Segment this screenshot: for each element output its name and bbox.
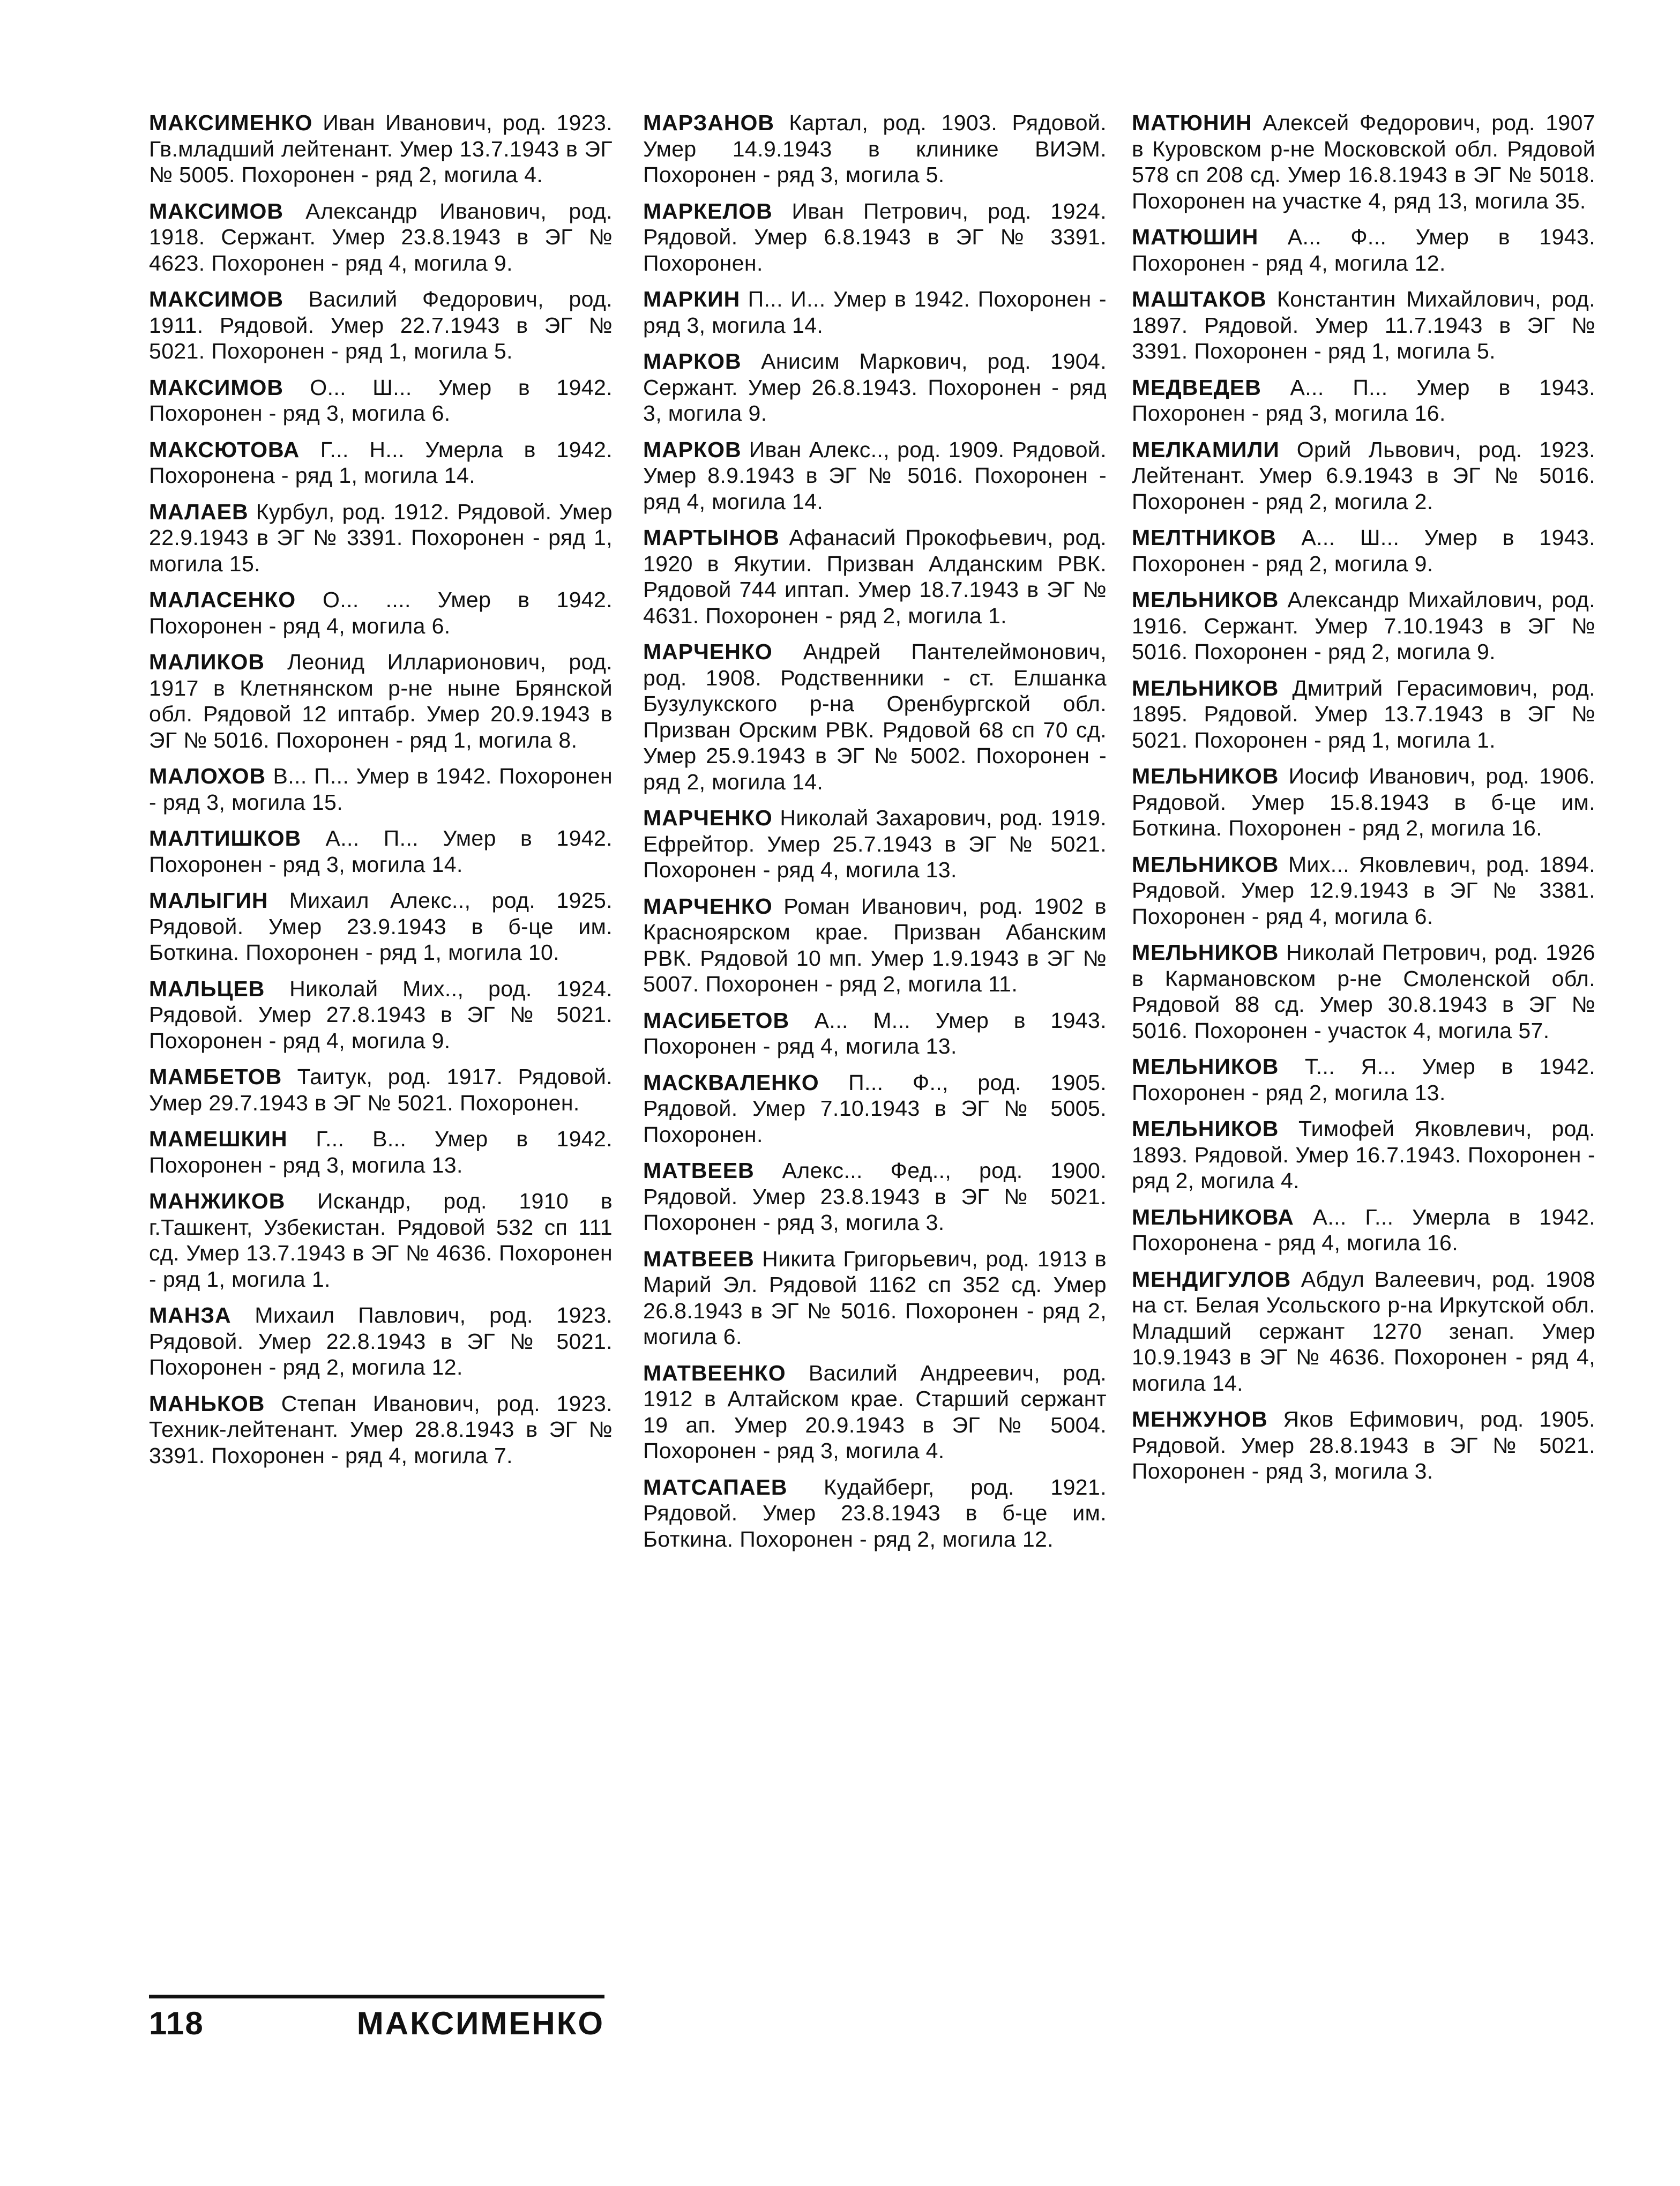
- entry-surname: МЕЛЬНИКОВ: [1132, 1116, 1279, 1141]
- entry-surname: МАСИБЕТОВ: [643, 1008, 790, 1033]
- entry-surname: МАРЧЕНКО: [643, 893, 773, 919]
- entry-details: Василий Андреевич, род. 1912 в Алтайском крае. Старший сержант 19 ап. Умер 20.9.1943 в ЭГ № 5004. Похоронен - ряд 3, могила 4.: [643, 1360, 1107, 1463]
- entry-surname: МЕЛЬНИКОВ: [1132, 1054, 1279, 1079]
- entry-surname: МАМЕШКИН: [149, 1126, 288, 1151]
- entry: [643, 198, 1107, 277]
- column-3: [1132, 110, 1595, 1495]
- entry-surname: МАРЧЕНКО: [643, 805, 773, 830]
- entry: [643, 639, 1107, 795]
- entry: [149, 976, 613, 1054]
- entry-surname: МАКСИМОВ: [149, 198, 283, 223]
- entry-details: Искандр, род. 1910 в г.Ташкент, Узбекистан. Рядовой 532 сп 111 сд. Умер 13.7.1943 в ЭГ № 4636. Похоронен - ряд 1, могила 1.: [149, 1189, 613, 1292]
- entry-surname: МАТВЕЕНКО: [643, 1360, 786, 1385]
- entry-details: Алексей Федорович, род. 1907 в Куровском р-не Московской обл. Рядовой 578 сп 208 сд. Умер 16.8.1943 в ЭГ № 5018. Похоронен на участке 4, ряд 13, могила 35.: [1132, 110, 1595, 213]
- entry: [1132, 1054, 1595, 1106]
- column-2: [643, 110, 1107, 1562]
- entry-surname: МАКСИМЕНКО: [149, 110, 313, 135]
- entry-surname: МЕЛЬНИКОВ: [1132, 675, 1279, 700]
- entry-surname: МАТЮНИН: [1132, 110, 1252, 135]
- entry-details: А... П... Умер в 1942. Похоронен - ряд 3, могила 14.: [149, 826, 613, 877]
- entry-surname: МАРЧЕНКО: [643, 639, 773, 664]
- entry: [149, 110, 613, 188]
- entry: [643, 805, 1107, 883]
- entry: [149, 499, 613, 577]
- entry-surname: МЕЛЬНИКОВА: [1132, 1204, 1294, 1229]
- entry: [643, 525, 1107, 629]
- entry: [1132, 437, 1595, 515]
- entry-details: Степан Иванович, род. 1923. Техник-лейтенант. Умер 28.8.1943 в ЭГ № 3391. Похоронен - ряд 4, могила 7.: [149, 1391, 613, 1468]
- entry: [1132, 939, 1595, 1043]
- entry-surname: МАСКВАЛЕНКО: [643, 1070, 819, 1095]
- entry: [643, 110, 1107, 188]
- entry-details: Т... Я... Умер в 1942. Похоронен - ряд 2, могила 13.: [1132, 1054, 1595, 1105]
- entry-details: Картал, род. 1903. Рядовой. Умер 14.9.1943 в клинике ВИЭМ. Похоронен - ряд 3, могила 5.: [643, 110, 1107, 187]
- entry: [643, 1158, 1107, 1236]
- entry-details: Николай Петрович, род. 1926 в Кармановском р-не Смоленской обл. Рядовой 88 сд. Умер 30.8.1943 в ЭГ № 5016. Похоронен - участок 4, могила 57.: [1132, 940, 1595, 1043]
- entry: [149, 587, 613, 639]
- entry-details: Мих... Яковлевич, род. 1894. Рядовой. Умер 12.9.1943 в ЭГ № 3381. Похоронен - ряд 4, могила 6.: [1132, 852, 1595, 929]
- entry-surname: МАТВЕЕВ: [643, 1246, 755, 1271]
- entry-surname: МЕЛКАМИЛИ: [1132, 437, 1280, 462]
- entry-surname: МЕДВЕДЕВ: [1132, 375, 1261, 400]
- entry-surname: МЕЛЬНИКОВ: [1132, 587, 1279, 612]
- entry-surname: МАНЖИКОВ: [149, 1189, 286, 1213]
- entry: [1132, 224, 1595, 276]
- entry-surname: МАРТЫНОВ: [643, 525, 780, 550]
- entry-surname: МАЛАЕВ: [149, 499, 249, 524]
- entry-surname: МАКСЮТОВА: [149, 437, 300, 462]
- entry-details: Тимофей Яковлевич, род. 1893. Рядовой. Умер 16.7.1943. Похоронен - ряд 2, могила 4.: [1132, 1116, 1595, 1193]
- entry-details: А... М... Умер в 1943. Похоронен - ряд 4, могила 13.: [643, 1008, 1107, 1058]
- entry-details: А... Г... Умерла в 1942. Похоронена - ряд 4, могила 16.: [1132, 1204, 1595, 1255]
- entry: [643, 286, 1107, 338]
- entry-details: Кудайберг, род. 1921. Рядовой. Умер 23.8.1943 в б-це им. Боткина. Похоронен - ряд 2, могила 12.: [643, 1474, 1107, 1551]
- entry-surname: МАЛЬЦЕВ: [149, 976, 265, 1001]
- entry: [1132, 110, 1595, 214]
- entry-surname: МАРКЕЛОВ: [643, 198, 773, 223]
- entry: [149, 1391, 613, 1469]
- entry-surname: МЕЛЬНИКОВ: [1132, 852, 1279, 877]
- entry: [1132, 852, 1595, 930]
- entry-surname: МЕНДИГУЛОВ: [1132, 1266, 1291, 1292]
- entry-surname: МЕЛТНИКОВ: [1132, 525, 1276, 550]
- entry: [643, 348, 1107, 427]
- entry-details: В... П... Умер в 1942. Похоронен - ряд 3, могила 15.: [149, 764, 613, 815]
- entry: [1132, 587, 1595, 665]
- entry-surname: МАЛАСЕНКО: [149, 587, 296, 612]
- entry-details: А... Ф... Умер в 1943. Похоронен - ряд 4, могила 12.: [1132, 225, 1595, 275]
- entry-details: Абдул Валеевич, род. 1908 на ст. Белая Усольского р-на Иркутской обл. Младший сержант 1270 зенап. Умер 10.9.1943 в ЭГ № 4636. Похоронен - ряд 4, могила 14.: [1132, 1266, 1595, 1396]
- entry-surname: МАРКИН: [643, 287, 741, 311]
- entry-surname: МЕНЖУНОВ: [1132, 1407, 1268, 1431]
- entry-details: Константин Михайлович, род. 1897. Рядовой. Умер 11.7.1943 в ЭГ № 3391. Похоронен - ряд 1, могила 5.: [1132, 287, 1595, 363]
- entry-surname: МАКСИМОВ: [149, 287, 283, 311]
- entry: [149, 1064, 613, 1116]
- running-head: МАКСИМЕНКО: [356, 2005, 604, 2041]
- entry-details: Анисим Маркович, род. 1904. Сержант. Умер 26.8.1943. Похоронен - ряд 3, могила 9.: [643, 349, 1107, 426]
- entry: [1132, 763, 1595, 841]
- entry: [643, 1246, 1107, 1350]
- entry-details: Иван Петрович, род. 1924. Рядовой. Умер 6.8.1943 в ЭГ № 3391. Похоронен.: [643, 198, 1107, 275]
- entry-details: Иван Алекс.., род. 1909. Рядовой. Умер 8.9.1943 в ЭГ № 5016. Похоронен - ряд 4, могила 14.: [643, 437, 1107, 514]
- page-number: 118: [149, 2005, 204, 2041]
- entry-details: Александр Михайлович, род. 1916. Сержант. Умер 7.10.1943 в ЭГ № 5016. Похоронен - ряд 2, могила 9.: [1132, 587, 1595, 664]
- entry-details: Николай Мих.., род. 1924. Рядовой. Умер 27.8.1943 в ЭГ № 5021. Похоронен - ряд 4, могила 9.: [149, 976, 613, 1053]
- entry: [643, 1474, 1107, 1553]
- entry: [149, 887, 613, 966]
- entry-details: Александр Иванович, род. 1918. Сержант. Умер 23.8.1943 в ЭГ № 4623. Похоронен - ряд 4, могила 9.: [149, 198, 613, 275]
- entry: [1132, 525, 1595, 577]
- entry-details: Дмитрий Герасимович, род. 1895. Рядовой. Умер 13.7.1943 в ЭГ № 5021. Похоронен - ряд 1, могила 1.: [1132, 675, 1595, 752]
- entry-details: Иосиф Иванович, род. 1906. Рядовой. Умер 15.8.1943 в б-це им. Боткина. Похоронен - ряд 2, могила 16.: [1132, 764, 1595, 840]
- entry: [1132, 1204, 1595, 1256]
- entry: [1132, 1116, 1595, 1194]
- entry-surname: МАМБЕТОВ: [149, 1064, 282, 1089]
- entry-details: Яков Ефимович, род. 1905. Рядовой. Умер 28.8.1943 в ЭГ № 5021. Похоронен - ряд 3, могила 3.: [1132, 1407, 1595, 1483]
- entry-surname: МАЛЫГИН: [149, 888, 268, 913]
- entry: [149, 649, 613, 753]
- entry: [149, 1188, 613, 1292]
- entry-details: Андрей Пантелеймонович, род. 1908. Родственники - ст. Елшанка Бузулукского р-на Оренбургской обл. Призван Орским РВК. Рядовой 68 сп 70 сд. Умер 25.9.1943 в ЭГ № 5002. Похоронен - ряд 2, могила 14.: [643, 639, 1107, 794]
- entry: [643, 1070, 1107, 1148]
- entry: [1132, 675, 1595, 753]
- entry-details: О... .... Умер в 1942. Похоронен - ряд 4, могила 6.: [149, 587, 613, 638]
- entry: [643, 1360, 1107, 1464]
- entry: [149, 1126, 613, 1178]
- entry-details: Василий Федорович, род. 1911. Рядовой. Умер 22.7.1943 в ЭГ № 5021. Похоронен - ряд 1, могила 5.: [149, 287, 613, 363]
- entry-surname: МАШТАКОВ: [1132, 287, 1267, 311]
- entry-details: Г... В... Умер в 1942. Похоронен - ряд 3, могила 13.: [149, 1126, 613, 1177]
- column-1: [149, 110, 613, 1479]
- entry-surname: МАРКОВ: [643, 437, 742, 462]
- entry-surname: МАЛОХОВ: [149, 764, 266, 788]
- entry: [1132, 1266, 1595, 1397]
- entry-details: Николай Захарович, род. 1919. Ефрейтор. Умер 25.7.1943 в ЭГ № 5021. Похоронен - ряд 4, могила 13.: [643, 805, 1107, 882]
- entry-surname: МАТСАПАЕВ: [643, 1474, 788, 1499]
- entry-details: Курбул, род. 1912. Рядовой. Умер 22.9.1943 в ЭГ № 3391. Похоронен - ряд 1, могила 15.: [149, 499, 613, 576]
- entry-surname: МАЛИКОВ: [149, 650, 265, 674]
- entry-details: Орий Львович, род. 1923. Лейтенант. Умер 6.9.1943 в ЭГ № 5016. Похоронен - ряд 2, могила 2.: [1132, 437, 1595, 514]
- entry: [149, 286, 613, 364]
- entry: [149, 437, 613, 489]
- entry: [643, 437, 1107, 515]
- entry-details: А... П... Умер в 1943. Похоронен - ряд 3, могила 16.: [1132, 375, 1595, 426]
- entry-details: П... Ф.., род. 1905. Рядовой. Умер 7.10.1943 в ЭГ № 5005. Похоронен.: [643, 1070, 1107, 1147]
- entry: [643, 893, 1107, 997]
- entry-details: Афанасий Прокофьевич, род. 1920 в Якутии. Призван Алданским РВК. Рядовой 744 иптап. Умер 18.7.1943 в ЭГ № 4631. Похоронен - ряд 2, могила 1.: [643, 525, 1107, 628]
- entry-surname: МАЛТИШКОВ: [149, 826, 302, 850]
- entry-surname: МАНЬКОВ: [149, 1391, 265, 1416]
- entry-surname: МЕЛЬНИКОВ: [1132, 940, 1279, 965]
- entry-details: Таитук, род. 1917. Рядовой. Умер 29.7.1943 в ЭГ № 5021. Похоронен.: [149, 1064, 613, 1115]
- entry-details: Иван Иванович, род. 1923. Гв.младший лейтенант. Умер 13.7.1943 в ЭГ № 5005. Похоронен - ряд 2, могила 4.: [149, 110, 613, 187]
- entry-details: Михаил Павлович, род. 1923. Рядовой. Умер 22.8.1943 в ЭГ № 5021. Похоронен - ряд 2, могила 12.: [149, 1303, 613, 1379]
- entry-surname: МАТВЕЕВ: [643, 1158, 755, 1183]
- entry-details: Алекс... Фед.., род. 1900. Рядовой. Умер 23.8.1943 в ЭГ № 5021. Похоронен - ряд 3, могила 3.: [643, 1158, 1107, 1235]
- entry: [643, 1008, 1107, 1060]
- entry-details: О... Ш... Умер в 1942. Похоронен - ряд 3, могила 6.: [149, 375, 613, 426]
- entry-details: Г... Н... Умерла в 1942. Похоронена - ряд 1, могила 14.: [149, 437, 613, 488]
- entry: [1132, 286, 1595, 364]
- entry: [1132, 1406, 1595, 1484]
- footer-rule: [149, 1995, 604, 1998]
- entry: [149, 1302, 613, 1381]
- entry-surname: МАРКОВ: [643, 349, 742, 374]
- entry: [149, 375, 613, 427]
- entry: [149, 763, 613, 815]
- entry-details: Роман Иванович, род. 1902 в Красноярском крае. Призван Абанским РВК. Рядовой 10 мп. Умер 1.9.1943 в ЭГ № 5007. Похоронен - ряд 2, могила 11.: [643, 893, 1107, 996]
- entry-surname: МАТЮШИН: [1132, 225, 1259, 249]
- entry: [149, 198, 613, 277]
- entry-details: Леонид Илларионович, род. 1917 в Клетнянском р-не ныне Брянской обл. Рядовой 12 иптабр. Умер 20.9.1943 в ЭГ № 5016. Похоронен - ряд 1, могила 8.: [149, 650, 613, 752]
- entry-surname: МАРЗАНОВ: [643, 110, 774, 135]
- entry: [149, 825, 613, 877]
- entry-details: Никита Григорьевич, род. 1913 в Марий Эл. Рядовой 1162 сп 352 сд. Умер 26.8.1943 в ЭГ № 5016. Похоронен - ряд 2, могила 6.: [643, 1246, 1107, 1349]
- entry-surname: МАНЗА: [149, 1303, 232, 1327]
- entry-details: Михаил Алекс.., род. 1925. Рядовой. Умер 23.9.1943 в б-це им. Боткина. Похоронен - ряд 1, могила 10.: [149, 888, 613, 965]
- entry: [1132, 375, 1595, 427]
- entry-surname: МЕЛЬНИКОВ: [1132, 764, 1279, 788]
- entry-details: П... И... Умер в 1942. Похоронен - ряд 3, могила 14.: [643, 287, 1107, 338]
- entry-details: А... Ш... Умер в 1943. Похоронен - ряд 2, могила 9.: [1132, 525, 1595, 576]
- entry-surname: МАКСИМОВ: [149, 375, 283, 400]
- page-footer: [149, 2004, 604, 2043]
